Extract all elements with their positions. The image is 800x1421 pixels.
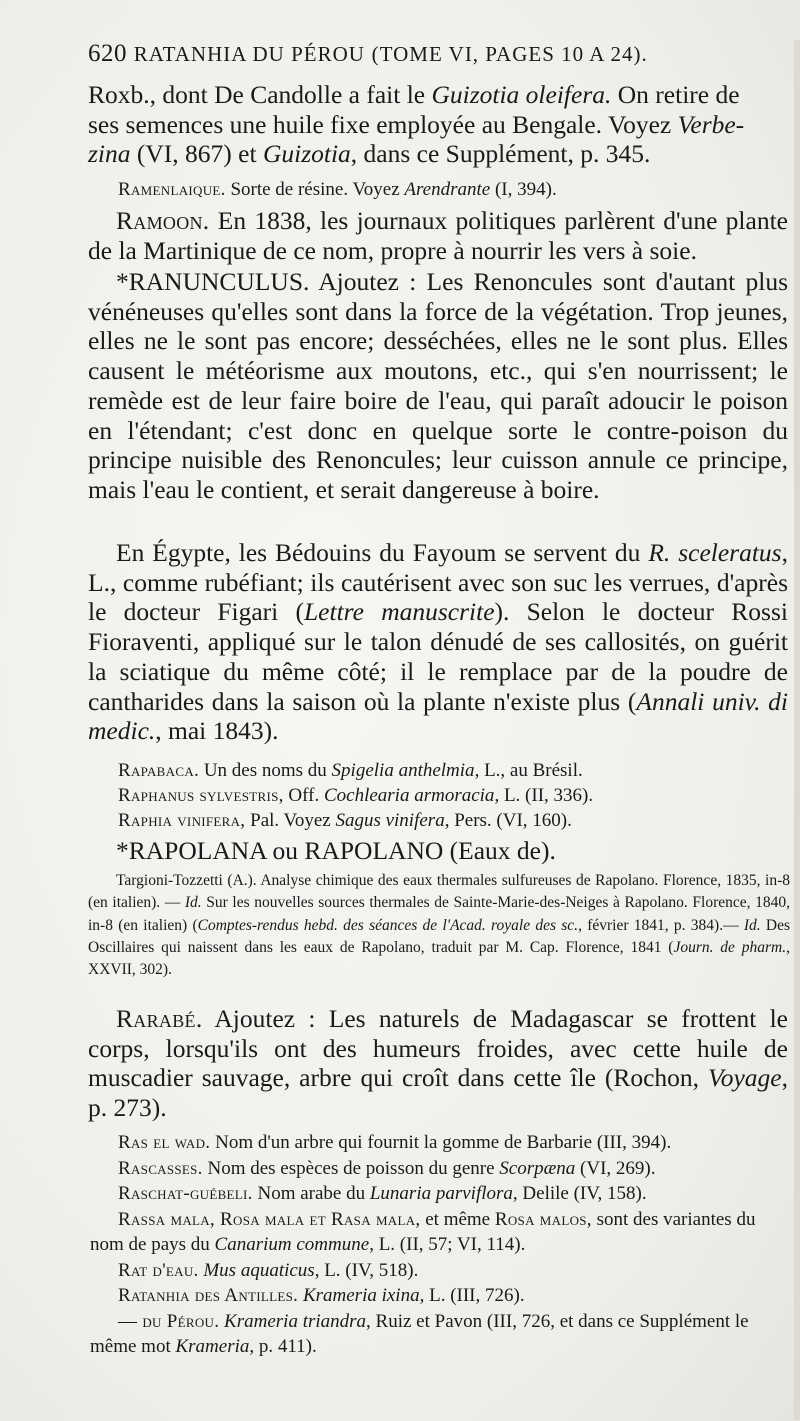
entry-rapabaca: Rapabaca. Un des noms du Spigelia anthelmia, L., au Brésil.: [118, 760, 583, 781]
entry-ratanhia-antilles: Ratanhia des Antilles. Krameria ixina, L. (III, 726).: [118, 1285, 525, 1306]
volume-reference: (TOME VI, PAGES 10 A 24).: [371, 42, 648, 66]
entry-rascasses: Rascasses. Nom des espèces de poisson du genre Scorpæna (VI, 269).: [118, 1157, 656, 1179]
entry-rarabe: Rarabé. Ajoutez : Les naturels de Madagascar se frottent le corps, lorsqu'ils ont des humeurs froides, avec cette huile de muscadier sauvage, arbre qui croît dans cette île (Rochon, Voyage, p. 273).: [88, 1004, 788, 1123]
entry-rat-d-eau: Rat d'eau. Mus aquaticus, L. (IV, 518).: [118, 1259, 419, 1281]
entry-raphia: Raphia vinifera, Pal. Voyez Sagus vinifera, Pers. (VI, 160).: [118, 810, 572, 831]
entry-ratanhia-perou: — du Pérou. Krameria triandra, Ruiz et Pavon (III, 726, et dans ce Supplément le même mot Krameria, p. 411).: [90, 1310, 749, 1357]
running-header: [88, 40, 788, 68]
entry-ramenlaique: Ramenlaique. Sorte de résine. Voyez Arendrante (I, 394).: [118, 179, 557, 200]
running-title: RATANHIA DU PÉROU: [133, 42, 365, 66]
entry-rapolana-heading: *RAPOLANA ou RAPOLANO (Eaux de).: [116, 836, 556, 865]
entry-raschat-guebeli: Raschat-guébeli. Nom arabe du Lunaria parviflora, Delile (IV, 158).: [118, 1183, 647, 1204]
binding-gutter: [794, 40, 800, 1420]
page-number: 620: [88, 40, 127, 67]
entry-rassa-mala: Rassa mala, Rosa mala et Rasa mala, et même Rosa malos, sont des variantes du nom de pays du Canarium commune, L. (II, 57; VI, 114).: [90, 1208, 756, 1255]
continuation-paragraph: Roxb., dont De Candolle a fait le Guizotia oleifera. On retire de ses semences une huile fixe employée au Bengale. Voyez Verbe- zina (VI, 867) et Guizotia, dans ce Supplément, p. 345.: [88, 80, 745, 169]
entry-raphanus: Raphanus sylvestris, Off. Cochlearia armoracia, L. (II, 336).: [118, 785, 594, 806]
rapolana-bibliography: Targioni-Tozzetti (A.). Analyse chimique des eaux thermales sulfureuses de Rapolano. Florence, 1835, in-8 (en italien). — Id. Sur les nouvelles sources thermales de Sainte-Marie-des-Neiges à Rapolano. Florence, 1840, in-8 (en italien) (Comptes-rendus hebd. des séances de l'Acad. royale des sc., février 1841, p. 384).— Id. Des Oscillaires qui naissent dans les eaux de Rapolano, traduit par M. Cap. Florence, 1841 (Journ. de pharm., XXVII, 302).: [88, 872, 791, 979]
entry-ramoon: Ramoon. En 1838, les journaux politiques parlèrent d'une plante de la Martinique de ce nom, propre à nourrir les vers à soie.: [88, 206, 788, 265]
small-entries-rap: [118, 758, 778, 833]
entry-ranunculus: *RANUNCULUS. Ajoutez : Les Renoncules sont d'autant plus vénéneuses qu'elles sont dans la force de la végétation. Trop jeunes, elles ne le sont pas encore; desséchées, elles ne le sont plus. Elles causent le météorisme aux moutons, etc., qui s'en nourrissent; le remède est de leur faire boire de l'eau, qui paraît adoucir le poison en l'étendant; c'est donc en quelque sorte le contre-poison du principe nuisible des Renoncules; leur cuisson annule ce principe, mais l'eau le contient, et serait dangereuse à boire.: [88, 267, 788, 504]
ranunculus-heading: *RANUNCULUS.: [116, 267, 310, 296]
paragraph-egypte: En Égypte, les Bédouins du Fayoum se servent du R. sceleratus, L., comme rubéfiant; ils cautérisent avec son suc les verrues, d'après le docteur Figari (Lettre manuscrite). Selon le docteur Rossi Fioraventi, appliqué sur le talon dénudé de ses callosités, on guérit la sciatique du même côté; il le remplace par de la poudre de cantharides dans la saison où la plante n'existe plus (Annali univ. di medic., mai 1843).: [88, 538, 788, 746]
final-entries: [90, 1130, 786, 1360]
entry-ras-el-wad: Ras el wad. Nom d'un arbre qui fournit la gomme de Barbarie (III, 394).: [118, 1132, 672, 1153]
